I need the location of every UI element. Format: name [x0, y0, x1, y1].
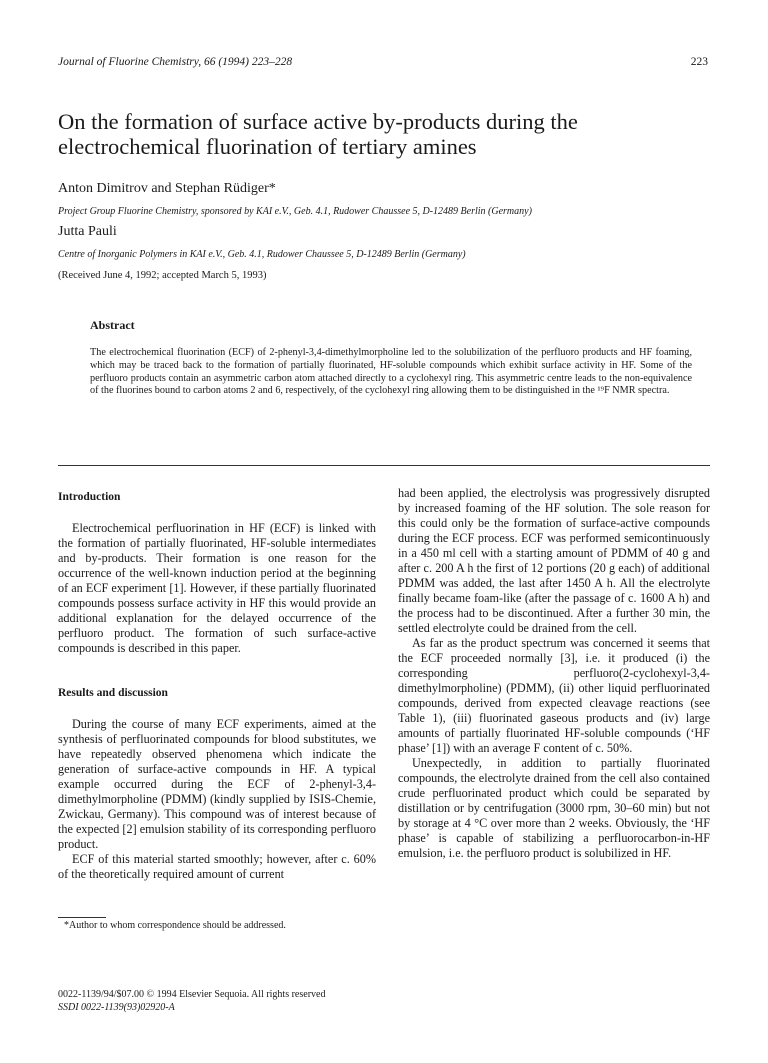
copyright-footer — [58, 988, 325, 1014]
correspondence-footnote: *Author to whom correspondence should be addressed. — [64, 920, 286, 931]
results-heading: Results and discussion — [58, 687, 168, 699]
issn-line: 0022-1139/94/$07.00 © 1994 Elsevier Sequoia. All rights reserved — [58, 989, 326, 1000]
affiliation-2: Centre of Inorganic Polymers in KAI e.V., Geb. 4.1, Rudower Chaussee 5, D-12489 Berlin (Germany) — [58, 249, 466, 260]
introduction-heading: Introduction — [58, 491, 121, 503]
abstract-text: The electrochemical fluorination (ECF) of 2-phenyl-3,4-dimethylmorpholine led to the solubilization of the perfluoro products and HF foaming, which may be traced back to the formation of partially fluorinated, HF-soluble compounds which exhibit surface activity in HF. Some of the perfluoro products contain an asymmetric carbon atom attached directly to a cyclohexyl ring. This asymmetric centre leads to the non-equivalence of the fluorines bound to carbon atoms 2 and 6, respectively, of the cyclohexyl ring allowing them to be distinguished in the ¹⁹F NMR spectra. — [90, 347, 692, 397]
results-paragraph-2-start: ECF of this material started smoothly; however, after c. 60% of the theoretically required amount of current — [58, 852, 376, 881]
right-column — [398, 486, 710, 861]
abstract-heading: Abstract — [90, 318, 135, 332]
author-line-1: Anton Dimitrov and Stephan Rüdiger* — [58, 181, 276, 196]
footnote-rule — [58, 917, 106, 918]
received-date: (Received June 4, 1992; accepted March 5, 1993) — [58, 270, 267, 281]
left-column — [58, 490, 376, 882]
results-paragraph-3: As far as the product spectrum was concerned it seems that the ECF proceeded normally [3], i.e. it produced (i) the corresponding perfluoro(2-cyclohexyl-3,4-dimethylmorpholine) (PDMM), (ii) other liquid perfluorinated compounds, derived from expected cleavage reactions (see Table 1), (iii) fluorinated gaseous products and (iv) large amounts of partially fluorinated HF-soluble compounds (‘HF phase’ [1]) with an average F content of c. 50%. — [398, 636, 710, 755]
section-divider — [58, 465, 710, 466]
page-number: 223 — [690, 56, 708, 68]
results-paragraph-2-cont: had been applied, the electrolysis was progressively disrupted by increased foaming of the HF solution. The sole reason for this could only be the formation of surface-active compounds during the ECF process. ECF was performed semicontinuously in a 450 ml cell with a starting amount of PDMM of 40 g and after c. 200 A h the first of 12 portions (20 g each) of additional PDMM was added, the last after 1450 A h. All the electrolyte finally became foam-like (after the passage of c. 1600 A h) and the process had to be discontinued. After a further 30 min, the settled electrolyte could be drained from the cell. — [398, 486, 710, 635]
author-line-2: Jutta Pauli — [58, 224, 117, 239]
journal-citation: Journal of Fluorine Chemistry, 66 (1994) 223–228 — [58, 56, 293, 68]
results-paragraph-4: Unexpectedly, in addition to partially fluorinated compounds, the electrolyte drained from the cell also contained crude perfluorinated product which could be separated by distillation or by centrifugation (3000 rpm, 30–60 min) but not by storage at 4 °C over more than 2 weeks. Obviously, the ‘HF phase’ is capable of stabilizing a perfluorocarbon-in-HF emulsion, i.e. the perfluoro product is solubilized in HF. — [398, 756, 710, 860]
ssdi-line: SSDI 0022-1139(93)02920-A — [58, 1002, 175, 1013]
article-title: On the formation of surface active by-products during the electrochemical fluorination of tertiary amines — [58, 109, 578, 159]
introduction-paragraph: Electrochemical perfluorination in HF (ECF) is linked with the formation of partially fluorinated, HF-soluble intermediates and by-products. Their formation is one reason for the occurrence of the well-known induction period at the beginning of an ECF experiment [1]. However, if these partially fluorinated compounds possess surface activity in HF this would provide an additional explanation for the delayed occurrence of the perfluoro product. The formation of such surface-active compounds is described in this paper. — [58, 521, 376, 655]
results-paragraph-1: During the course of many ECF experiments, aimed at the synthesis of perfluorinated compounds for blood substitutes, we have repeatedly observed phenomena which indicate the generation of surface-active compounds in HF. A typical example occurred during the ECF of 2-phenyl-3,4-dimethylmorpholine (PDMM) (kindly supplied by ISIS-Chemie, Zwickau, Germany). This compound was of interest because of the expected [2] emulsion stability of its corresponding perfluoro product. — [58, 717, 376, 851]
affiliation-1: Project Group Fluorine Chemistry, sponsored by KAI e.V., Geb. 4.1, Rudower Chaussee 5, D-12489 Berlin (Germany) — [58, 206, 532, 217]
